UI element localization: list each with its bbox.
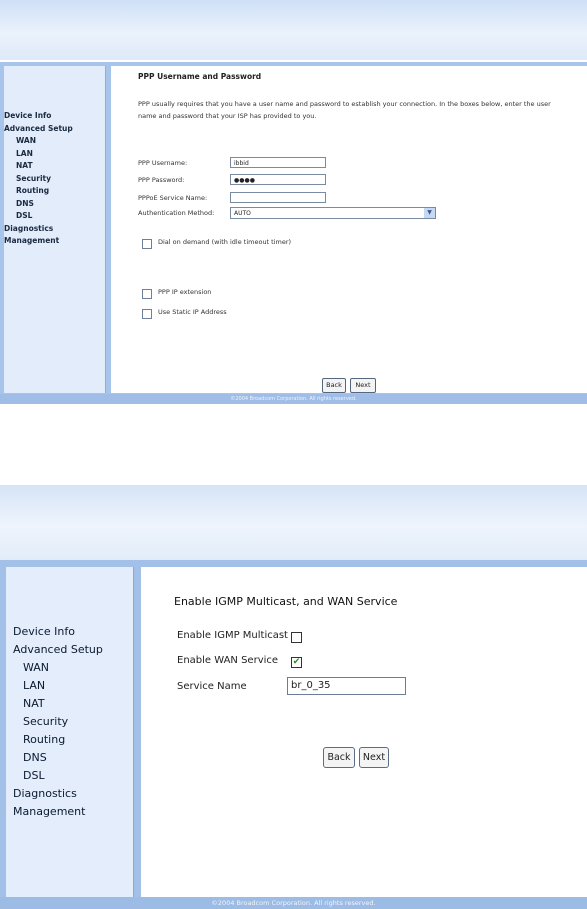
ppp-username-label: PPP Username:: [138, 159, 188, 167]
header-banner: [0, 0, 587, 60]
sidebar-item-management[interactable]: Management: [13, 805, 86, 818]
sidebar-item-wan[interactable]: WAN: [16, 136, 37, 145]
sidebar-item-dsl[interactable]: DSL: [23, 769, 45, 782]
sidebar-item-security[interactable]: Security: [16, 173, 52, 183]
next-button[interactable]: Next: [350, 378, 376, 393]
ppp-password-label: PPP Password:: [138, 176, 185, 184]
sidebar-item-diagnostics[interactable]: Diagnostics: [4, 223, 54, 233]
sidebar-item-advanced-setup[interactable]: Advanced Setup: [13, 643, 103, 656]
dial-on-demand-label: Dial on demand (with idle timeout timer): [158, 238, 292, 246]
auth-method-select[interactable]: [230, 207, 436, 219]
sidebar-item-device-info[interactable]: Device Info: [13, 625, 75, 638]
ppp-settings-screen: [0, 0, 587, 406]
chevron-down-icon[interactable]: ▼: [424, 208, 435, 218]
pppoe-service-name-label: PPPoE Service Name:: [138, 194, 208, 202]
next-button[interactable]: Next: [359, 747, 389, 768]
back-button[interactable]: Back: [322, 378, 346, 393]
service-name-label: Service Name: [177, 681, 247, 692]
ppp-ip-extension-checkbox[interactable]: [142, 289, 152, 299]
main-panel: [141, 567, 587, 897]
auth-method-label: Authentication Method:: [138, 209, 215, 217]
back-button[interactable]: Back: [323, 747, 355, 768]
page-description: PPP usually requires that you have a user name and password to establish your connection. In the boxes below, enter the user name and password that your ISP has provided to you.: [138, 100, 551, 120]
static-ip-checkbox[interactable]: [142, 309, 152, 319]
sidebar-item-lan[interactable]: LAN: [16, 148, 33, 158]
footer-copyright: ©2004 Broadcom Corporation. All rights reserved.: [0, 394, 587, 404]
dial-on-demand-checkbox[interactable]: [142, 239, 152, 249]
sidebar-item-wan[interactable]: WAN: [23, 661, 50, 674]
igmp-multicast-label: Enable IGMP Multicast: [177, 630, 288, 641]
sidebar-item-dsl[interactable]: DSL: [16, 211, 33, 220]
sidebar-item-routing[interactable]: Routing: [23, 733, 66, 746]
sidebar-item-nat[interactable]: NAT: [23, 697, 45, 710]
sidebar-item-advanced-setup[interactable]: Advanced Setup: [4, 123, 73, 133]
service-name-input[interactable]: br_0_35: [287, 677, 406, 695]
auth-method-value: AUTO: [234, 210, 251, 217]
footer-copyright: ©2004 Broadcom Corporation. All rights reserved.: [0, 897, 587, 909]
sidebar-item-management[interactable]: Management: [4, 236, 60, 245]
sidebar-item-lan[interactable]: LAN: [23, 679, 46, 692]
igmp-multicast-checkbox[interactable]: [291, 632, 302, 643]
checkmark-icon: ✔: [292, 657, 301, 667]
sidebar-nav: [13, 623, 103, 821]
sidebar-item-routing[interactable]: Routing: [16, 186, 50, 195]
header-banner: [0, 485, 587, 560]
page-title: Enable IGMP Multicast, and WAN Service: [174, 595, 398, 608]
ppp-username-input[interactable]: ibbid: [230, 157, 326, 168]
ppp-ip-extension-label: PPP IP extension: [158, 288, 212, 296]
ppp-password-input[interactable]: ●●●●: [230, 174, 326, 185]
wan-service-screen: [0, 485, 587, 909]
sidebar-item-dns[interactable]: DNS: [16, 198, 34, 208]
sidebar-item-diagnostics[interactable]: Diagnostics: [13, 787, 77, 800]
sidebar-item-device-info[interactable]: Device Info: [4, 111, 52, 120]
pppoe-service-name-input[interactable]: [230, 192, 326, 203]
sidebar-item-dns[interactable]: DNS: [23, 751, 47, 764]
sidebar-nav: [4, 110, 73, 248]
sidebar-item-nat[interactable]: NAT: [16, 161, 33, 170]
sidebar-item-security[interactable]: Security: [23, 715, 69, 728]
wan-service-checkbox[interactable]: [291, 657, 302, 668]
wan-service-label: Enable WAN Service: [177, 655, 279, 666]
page-title: PPP Username and Password: [138, 72, 262, 81]
static-ip-label: Use Static IP Address: [158, 308, 227, 316]
